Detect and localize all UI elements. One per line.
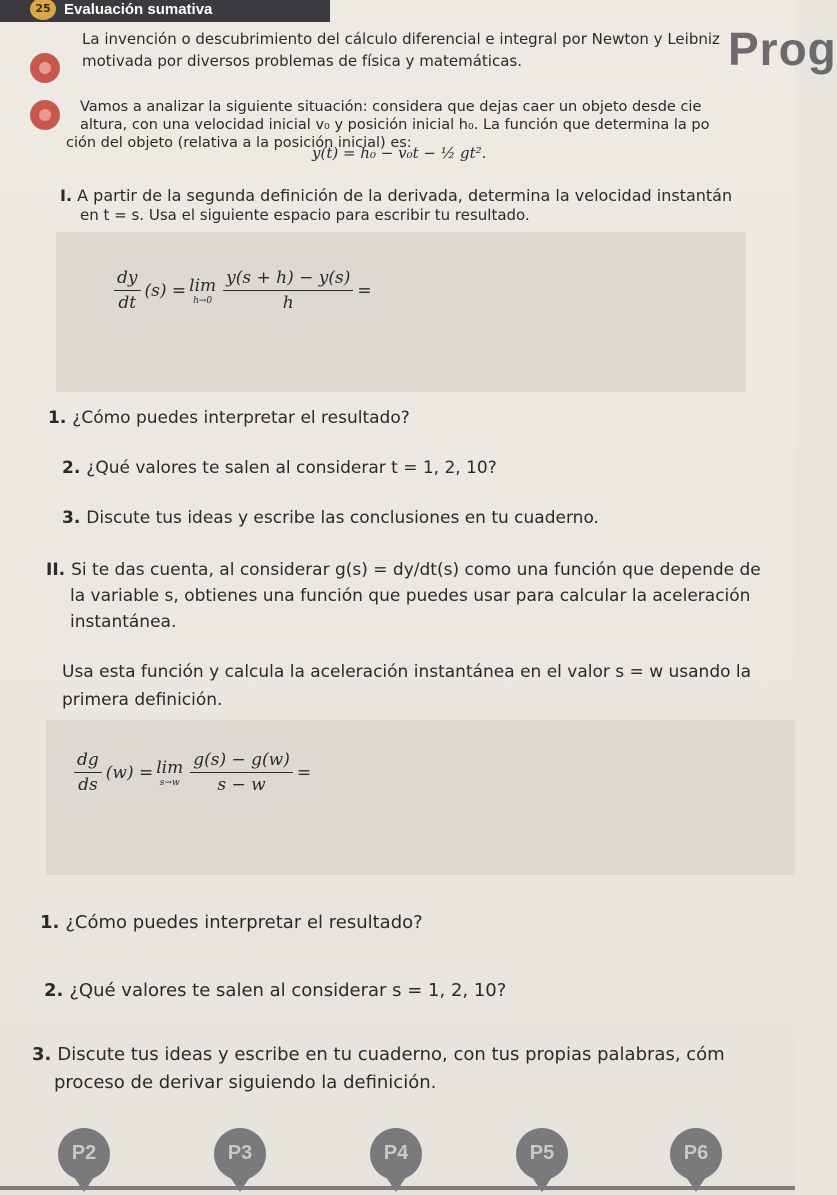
section-1-numeral: I. (60, 186, 73, 205)
pin-p6-icon[interactable] (662, 1128, 730, 1194)
page-number-badge: 25 (30, 0, 56, 20)
pin-p3-icon[interactable] (206, 1128, 274, 1194)
pin-label: P3 (214, 1128, 266, 1180)
limit-subscript: s→w (159, 777, 180, 788)
intro-line-1: La invención o descubrimiento del cálculo diferencial e integral por Newton y Leibniz (82, 30, 720, 48)
derivative-definition-2 (70, 750, 311, 795)
section-1-line-1 (60, 186, 732, 205)
section-1-line-2: en t = s. Usa el siguiente espacio para escribir tu resultado. (80, 206, 530, 224)
pin-label: P6 (670, 1128, 722, 1180)
section-1-question-3 (62, 508, 599, 528)
question-number: 1. (48, 408, 67, 428)
section-2-numeral: II. (46, 560, 66, 580)
equals-sign: = (357, 280, 372, 301)
limit-word: lim (156, 757, 184, 778)
position-formula: y(t) = h₀ − v₀t − ½ gt². (312, 144, 487, 162)
limit-subscript: h→0 (193, 295, 213, 306)
section-2-question-2 (44, 980, 506, 1001)
section-2-question-3-continued: proceso de derivar siguiendo la definición. (54, 1072, 437, 1093)
situation-line-1: Vamos a analizar la siguiente situación: considera que dejas caer un objeto desde cie (80, 99, 702, 115)
lhs-numerator: dy (114, 268, 141, 291)
rhs-numerator: y(s + h) − y(s) (223, 268, 353, 291)
question-number: 2. (62, 458, 81, 478)
section-2-question-1 (40, 912, 423, 933)
pin-p2-icon[interactable] (50, 1128, 118, 1194)
lhs-fraction (74, 750, 102, 795)
question-text: Discute tus ideas y escribe en tu cuaderno, con tus propias palabras, cóm (57, 1044, 725, 1065)
side-heading: Prog (728, 23, 837, 75)
section-2-line-5: primera definición. (62, 690, 223, 710)
pin-p4-icon[interactable] (362, 1128, 430, 1194)
section-2-question-3 (32, 1044, 725, 1065)
question-text: ¿Qué valores te salen al considerar s = 1, 2, 10? (69, 980, 507, 1001)
lhs-numerator: dg (74, 750, 102, 773)
question-number: 2. (44, 980, 64, 1001)
limit (156, 758, 183, 788)
situation-line-3: ción del objeto (relativa a la posición inicial) es: (66, 135, 412, 151)
section-2-line-1 (46, 560, 761, 580)
question-number: 3. (32, 1044, 52, 1065)
situation-line-2: altura, con una velocidad inicial v₀ y posición inicial h₀. La función que determina la po (80, 117, 710, 133)
lhs-argument: (s) = (144, 280, 187, 301)
decorative-dot-icon (30, 100, 60, 130)
question-text: Discute tus ideas y escribe las conclusiones en tu cuaderno. (86, 508, 599, 528)
rhs-denominator: s − w (217, 775, 266, 795)
limit-word: lim (189, 275, 217, 296)
section-1-question-1 (48, 408, 410, 428)
lhs-denominator: dt (118, 293, 137, 313)
lhs-denominator: ds (78, 775, 98, 795)
section-2-line-2: la variable s, obtienes una función que puedes usar para calcular la aceleración (70, 586, 751, 606)
intro-line-2: motivada por diversos problemas de física y matemáticas. (82, 52, 522, 70)
section-2-line-4: Usa esta función y calcula la aceleración instantánea en el valor s = w usando la (62, 662, 752, 682)
lhs-fraction (114, 268, 141, 313)
section-title: Evaluación sumativa (64, 1, 213, 18)
rhs-denominator: h (282, 293, 294, 313)
limit (189, 276, 216, 306)
rhs-fraction (223, 268, 353, 313)
section-1-question-2 (62, 458, 497, 478)
question-number: 3. (62, 508, 81, 528)
section-1-text: A partir de la segunda definición de la derivada, determina la velocidad instantán (77, 186, 733, 205)
question-text: ¿Qué valores te salen al considerar t = 1, 2, 10? (86, 458, 497, 478)
decorative-dot-icon (30, 53, 60, 83)
pin-label: P4 (370, 1128, 422, 1180)
rhs-numerator: g(s) − g(w) (190, 750, 293, 773)
equals-sign: = (296, 762, 312, 783)
pin-label: P5 (516, 1128, 568, 1180)
question-number: 1. (40, 912, 60, 933)
question-text: ¿Cómo puedes interpretar el resultado? (72, 408, 410, 428)
pin-p5-icon[interactable] (508, 1128, 576, 1194)
pin-label: P2 (58, 1128, 110, 1180)
section-2-text: Si te das cuenta, al considerar g(s) = dy/dt(s) como una función que depende de (71, 560, 761, 580)
answer-space-2[interactable] (46, 720, 795, 875)
rhs-fraction (190, 750, 293, 795)
question-text: ¿Cómo puedes interpretar el resultado? (65, 912, 423, 933)
lhs-argument: (w) = (105, 762, 154, 783)
derivative-definition-1 (110, 268, 372, 313)
section-2-line-3: instantánea. (70, 612, 177, 632)
